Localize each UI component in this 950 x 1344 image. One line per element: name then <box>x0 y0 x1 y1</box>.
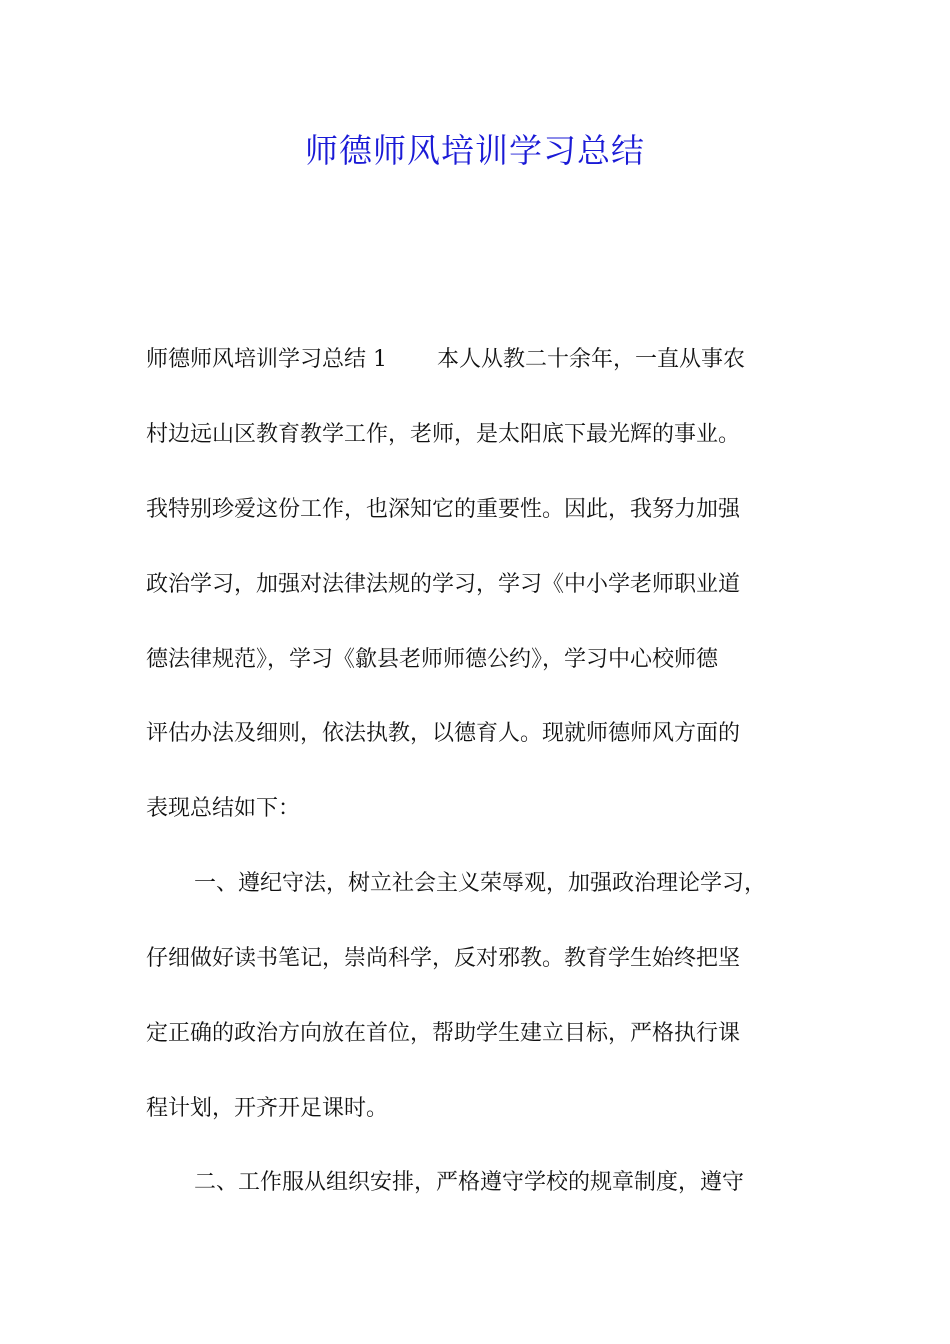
paragraph-line: 表现总结如下： <box>146 796 301 821</box>
paragraph-line: 定正确的政治方向放在首位，帮助学生建立目标，严格执行课 <box>146 1021 741 1046</box>
paragraph-line: 二、工作服从组织安排，严格遵守学校的规章制度，遵守 <box>194 1170 745 1195</box>
section-heading: 师德师风培训学习总结 1 <box>146 347 387 372</box>
paragraph-line: 村边远山区教育教学工作，老师，是太阳底下最光辉的事业。 <box>146 422 741 447</box>
paragraph-line: 仔细做好读书笔记，崇尚科学，反对邪教。教育学生始终把坚 <box>146 946 741 971</box>
paragraph-line: 德法律规范》，学习《歙县老师师德公约》，学习中心校师德 <box>146 647 719 672</box>
paragraph-line: 政治学习，加强对法律法规的学习，学习《中小学老师职业道 <box>146 572 741 597</box>
paragraph-line: 程计划，开齐开足课时。 <box>146 1096 389 1121</box>
paragraph-line: 评估办法及细则，依法执教，以德育人。现就师德师风方面的 <box>146 721 741 746</box>
document-title: 师德师风培训学习总结 <box>305 131 645 170</box>
paragraph-line: 一、遵纪守法，树立社会主义荣辱观，加强政治理论学习， <box>194 871 767 896</box>
paragraph-line-1 <box>146 344 816 376</box>
paragraph-text: 本人从教二十余年，一直从事农 <box>437 347 746 372</box>
paragraph-line: 我特别珍爱这份工作，也深知它的重要性。因此，我努力加强 <box>146 497 741 522</box>
